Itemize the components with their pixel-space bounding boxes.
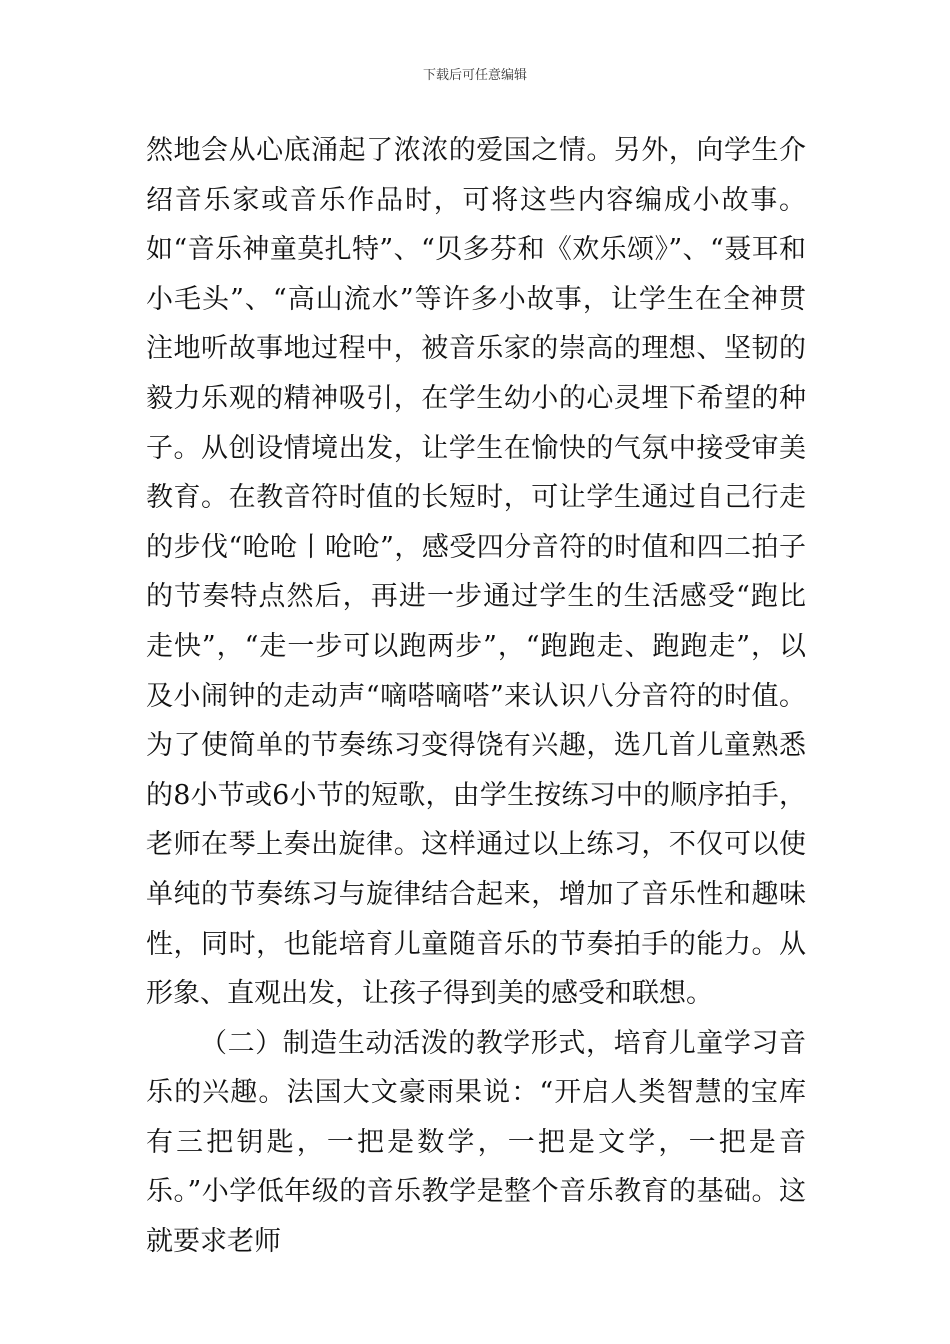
paragraph-continuation: 然地会从心底涌起了浓浓的爱国之情。另外，向学生介绍音乐家或音乐作品时，可将这些内容编成小故事。如“音乐神童莫扎特”、“贝多芬和《欢乐颂》”、“聂耳和小毛头”、“高山流水”等许多小故事，让学生在全神贯注地听故事地过程中，被音乐家的崇高的理想、坚韧的毅力乐观的精神吸引，在学生幼小的心灵埋下希望的种子。从创设情境出发，让学生在愉快的气氛中接受审美教育。在教音符时值的长短时，可让学生通过自己行走的步伐“呛呛丨呛呛”，感受四分音符的时值和四二拍子的节奏特点然后，再进一步通过学生的生活感受“跑比走快”，“走一步可以跑两步”，“跑跑走、跑跑走”，以及小闹钟的走动声“嘀嗒嘀嗒”来认识八分音符的时值。为了使简单的节奏练习变得饶有兴趣，选几首儿童熟悉的8小节或6小节的短歌，由学生按练习中的顺序拍手，老师在琴上奏出旋律。这样通过以上练习，不仅可以使单纯的节奏练习与旋律结合起来，增加了音乐性和趣味性，同时，也能培育儿童随音乐的节奏拍手的能力。从形象、直观出发，让孩子得到美的感受和联想。 — [146, 135, 806, 1010]
page-header-note: 下载后可任意编辑 — [422, 68, 527, 83]
document-body — [146, 126, 806, 1267]
paragraph-section-two: （二）制造生动活泼的教学形式，培育儿童学习音乐的兴趣。法国大文豪雨果说：“开启人类智慧的宝库有三把钥匙，一把是数学，一把是文学，一把是音乐。”小学低年级的音乐教学是整个音乐教育的基础。这就要求老师 — [146, 1027, 806, 1258]
